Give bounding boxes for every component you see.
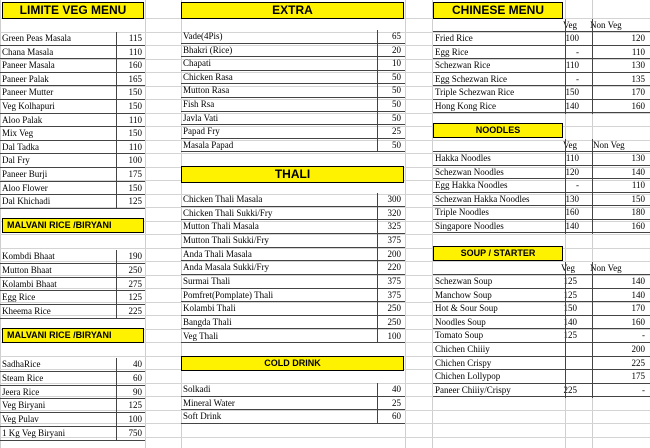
menu-item-row [181, 57, 405, 71]
menu-item-row [0, 154, 145, 168]
menu-item-row [433, 59, 650, 73]
menu-item-row [433, 86, 650, 100]
item-nonveg-price: 225 [631, 357, 645, 368]
menu-item-row [433, 316, 650, 330]
item-price: 50 [392, 99, 401, 109]
item-price: 160 [128, 60, 142, 71]
item-name: Anda Thali Masala [183, 248, 252, 259]
menu-item-row [0, 427, 145, 441]
item-name: Dal Fry [2, 155, 30, 166]
item-name: Egg Rice [2, 292, 36, 303]
menu-item-row [0, 399, 145, 413]
menu-item-row [181, 289, 405, 303]
menu-item-row [181, 275, 405, 289]
item-name: Kheema Rice [2, 306, 51, 317]
item-name: Hot & Sour Soup [435, 303, 498, 314]
menu-item-row [433, 329, 650, 343]
item-name: Mutton Thali Masala [183, 221, 259, 232]
menu-item-row [181, 30, 405, 44]
item-name: Chichen Chiiiy [435, 344, 490, 354]
item-price: 150 [128, 101, 142, 111]
item-nonveg-price: 130 [631, 60, 645, 70]
menu-item-row [0, 59, 145, 73]
menu-item-row [433, 46, 650, 60]
menu-item-row [433, 343, 650, 357]
item-name: Dal Khichadi [2, 196, 51, 207]
item-name: Mutton Thali Sukki/Fry [183, 234, 269, 245]
item-nonveg-price: 170 [631, 87, 645, 97]
menu-item-row [0, 372, 145, 386]
item-nonveg-price: 140 [631, 276, 645, 286]
item-name: Fish Rsa [183, 99, 215, 109]
item-price: 220 [387, 262, 401, 273]
column-divider [116, 358, 117, 441]
item-veg-price: 150 [563, 303, 577, 314]
item-veg-price: 225 [563, 384, 577, 395]
menu-item-row [433, 32, 650, 46]
item-nonveg-price: 110 [631, 180, 645, 190]
menu-item-row [433, 302, 650, 316]
menu-item-row [433, 357, 650, 371]
item-name: Surmai Thali [183, 275, 231, 286]
item-name: Chapati [183, 58, 211, 69]
item-veg-price: 160 [565, 207, 579, 217]
item-price: 100 [128, 414, 142, 425]
chinese-header: CHINESE MENU [433, 2, 563, 19]
menu-item-row [0, 86, 145, 100]
item-veg-price: 140 [565, 220, 579, 231]
malvani-1-header: MALVANI RICE /BIRYANI [2, 218, 144, 233]
item-veg-price: 125 [563, 330, 577, 341]
item-name: Mix Veg [2, 128, 34, 139]
item-price: 100 [128, 155, 142, 166]
column-divider [592, 19, 593, 114]
item-nonveg-price: 150 [631, 193, 645, 204]
item-price: 300 [387, 194, 401, 204]
menu-item-row [181, 248, 405, 262]
item-price: 125 [128, 400, 142, 411]
column-divider [592, 139, 593, 234]
item-price: 275 [128, 278, 142, 289]
column-divider [377, 383, 378, 424]
item-price: 110 [128, 46, 142, 57]
item-name: Aloo Palak [2, 114, 43, 125]
item-nonveg-price: 140 [631, 166, 645, 177]
item-nonveg-price: 160 [631, 220, 645, 231]
column-header-row [433, 19, 650, 32]
menu-item-row [0, 73, 145, 87]
menu-item-row [433, 289, 650, 303]
item-name: Veg Thali [183, 330, 219, 341]
menu-item-row [433, 206, 650, 220]
item-nonveg-price: 160 [631, 316, 645, 327]
item-price: 110 [128, 141, 142, 152]
menu-item-row [433, 220, 650, 234]
item-name: Paneer Mutter [2, 87, 54, 98]
menu-item-row [181, 193, 405, 207]
menu-item-row [181, 98, 405, 112]
item-price: 65 [392, 31, 401, 41]
item-price: 150 [128, 87, 142, 98]
item-name: Schezwan Hakka Noodles [435, 193, 530, 204]
item-name: Hong Kong Rice [435, 100, 496, 111]
item-price: 50 [392, 85, 401, 96]
item-nonveg-price: 160 [631, 100, 645, 111]
item-name: Steam Rice [2, 372, 44, 383]
menu-item-row [0, 264, 145, 278]
item-nonveg-price: 130 [631, 153, 645, 163]
cold-drink-header: COLD DRINK [181, 356, 404, 371]
menu-item-row [433, 179, 650, 193]
item-name: Kolambi Thali [183, 303, 236, 314]
item-name: Javla Vati [183, 112, 219, 123]
menu-item-row [181, 220, 405, 234]
item-nonveg-price: - [642, 384, 645, 395]
item-veg-price: 125 [563, 276, 577, 286]
item-nonveg-price: 200 [631, 344, 645, 354]
item-name: Triple Schezwan Rice [435, 87, 515, 97]
item-name: Chicken Thali Masala [183, 194, 263, 204]
menu-item-row [181, 316, 405, 330]
item-name: Triple Noodles [435, 207, 489, 217]
menu-item-row [181, 125, 405, 139]
menu-item-row [181, 261, 405, 275]
item-name: Vade(4Pis) [183, 31, 223, 41]
grid-column-line [145, 0, 146, 448]
item-name: Kombdi Bhaat [2, 251, 55, 261]
item-price: 10 [392, 58, 401, 69]
nonveg-column-label: Non Veg [590, 20, 622, 30]
item-name: Schezwan Soup [435, 276, 493, 286]
item-name: Tomato Soup [435, 330, 484, 341]
column-divider [565, 139, 566, 234]
menu-item-row [0, 358, 145, 372]
item-price: 50 [392, 112, 401, 123]
item-price: 375 [387, 275, 401, 286]
menu-item-row [433, 73, 650, 87]
menu-item-row [433, 275, 650, 289]
menu-item-row [0, 114, 145, 128]
item-name: Paneer Palak [2, 73, 49, 84]
menu-item-row [0, 141, 145, 155]
item-name: Chichen Lollypop [435, 371, 501, 382]
menu-item-row [181, 112, 405, 126]
item-name: Hakka Noodles [435, 153, 491, 163]
item-price: 60 [133, 372, 142, 383]
item-price: 90 [133, 386, 142, 397]
item-name: Schezwan Noodles [435, 166, 504, 177]
item-price: 150 [128, 128, 142, 139]
item-veg-price: - [576, 180, 579, 190]
item-price: 225 [128, 306, 142, 317]
item-nonveg-price: - [642, 330, 645, 341]
item-name: Chicken Thali Sukki/Fry [183, 207, 273, 218]
veg-column-label: Veg [563, 20, 577, 30]
item-veg-price: 140 [565, 100, 579, 111]
menu-item-row [0, 32, 145, 46]
item-price: 320 [387, 207, 401, 218]
item-name: Paneer Chiiiy/Crispy [435, 384, 511, 395]
menu-item-row [181, 397, 405, 411]
item-nonveg-price: 140 [631, 289, 645, 300]
item-name: Egg Rice [435, 46, 469, 57]
extra-header: EXTRA [181, 2, 404, 19]
item-price: 40 [392, 384, 401, 394]
item-name: Veg Biryani [2, 400, 46, 411]
item-name: SadhaRice [2, 359, 41, 369]
item-nonveg-price: 170 [631, 303, 645, 314]
item-nonveg-price: 135 [631, 73, 645, 84]
item-veg-price: 110 [565, 60, 579, 70]
limite-veg-header: LIMITE VEG MENU [2, 2, 144, 19]
item-name: Aloo Flower [2, 182, 48, 193]
item-veg-price: 150 [565, 87, 579, 97]
menu-item-row [181, 302, 405, 316]
noodles-header: NOODLES [433, 123, 563, 138]
item-name: Egg Hakka Noodles [435, 180, 508, 190]
item-name: Singapore Noodles [435, 220, 504, 231]
item-price: 125 [128, 292, 142, 303]
item-name: Chicken Rasa [183, 71, 233, 82]
menu-item-row [0, 413, 145, 427]
menu-item-row [0, 46, 145, 60]
item-name: Paneer Burji [2, 169, 48, 179]
item-price: 50 [392, 71, 401, 82]
menu-item-row [0, 250, 145, 264]
soup-header: SOUP / STARTER [433, 246, 563, 261]
menu-item-row [0, 305, 145, 319]
item-name: Masala Papad [183, 139, 234, 150]
veg-column-label: Veg [561, 263, 575, 273]
menu-item-row [0, 168, 145, 182]
item-price: 165 [128, 73, 142, 84]
item-nonveg-price: 180 [631, 207, 645, 217]
menu-item-row [0, 100, 145, 114]
item-price: 250 [387, 316, 401, 327]
item-name: Kolambi Bhaat [2, 278, 57, 289]
item-name: Soft Drink [183, 411, 222, 422]
item-name: Dal Tadka [2, 141, 39, 152]
thali-header: THALI [181, 166, 404, 183]
item-name: Veg Pulav [2, 414, 39, 425]
menu-item-row [433, 152, 650, 166]
grid-column-line [405, 0, 406, 448]
nonveg-column-label: Non Veg [590, 263, 622, 273]
column-divider [565, 262, 566, 398]
item-name: Mutton Rasa [183, 85, 230, 96]
menu-item-row [181, 234, 405, 248]
column-divider [377, 30, 378, 152]
item-name: Manchow Soup [435, 289, 492, 300]
item-veg-price: - [576, 46, 579, 57]
menu-item-row [181, 410, 405, 424]
menu-item-row [433, 166, 650, 180]
menu-item-row [433, 100, 650, 114]
item-name: Pomfret(Pomplate) Thali [183, 289, 274, 300]
item-name: Anda Masala Sukki/Fry [183, 262, 269, 273]
item-name: Noodles Soup [435, 316, 486, 327]
item-price: 40 [133, 359, 142, 369]
item-name: Mutton Bhaat [2, 264, 52, 275]
item-veg-price: 140 [563, 316, 577, 327]
item-nonveg-price: 120 [631, 33, 645, 43]
nonveg-column-label: Non Veg [593, 140, 625, 150]
column-header-row [433, 262, 650, 275]
item-name: Bangda Thali [183, 316, 232, 327]
item-name: Jeera Rice [2, 386, 40, 397]
menu-item-row [181, 44, 405, 58]
item-veg-price: 110 [565, 153, 579, 163]
item-name: Chana Masala [2, 46, 54, 57]
item-price: 250 [387, 303, 401, 314]
item-nonveg-price: 110 [631, 46, 645, 57]
item-name: Solkadi [183, 384, 211, 394]
item-veg-price: 120 [565, 166, 579, 177]
menu-item-row [181, 84, 405, 98]
item-name: 1 Kg Veg Biryani [2, 428, 66, 438]
item-price: 25 [392, 126, 401, 137]
menu-item-row [433, 384, 650, 398]
item-name: Papad Fry [183, 126, 220, 137]
item-price: 200 [387, 248, 401, 259]
item-price: 25 [392, 397, 401, 408]
item-price: 325 [387, 221, 401, 232]
column-divider [377, 193, 378, 343]
veg-column-label: Veg [563, 140, 577, 150]
item-name: Schezwan Rice [435, 60, 491, 70]
column-divider [592, 262, 593, 398]
item-price: 20 [392, 44, 401, 55]
item-price: 125 [128, 196, 142, 207]
item-name: Fried Rice [435, 33, 473, 43]
item-name: Egg Schezwan Rice [435, 73, 507, 84]
menu-item-row [0, 195, 145, 209]
item-name: Veg Kolhapuri [2, 101, 55, 111]
item-price: 250 [128, 264, 142, 275]
menu-item-row [0, 278, 145, 292]
item-price: 190 [128, 251, 142, 261]
menu-item-row [433, 193, 650, 207]
menu-item-row [181, 330, 405, 344]
item-name: Mineral Water [183, 397, 235, 408]
menu-item-row [0, 386, 145, 400]
item-price: 375 [387, 289, 401, 300]
item-price: 110 [128, 114, 142, 125]
item-price: 50 [392, 139, 401, 150]
item-veg-price: 125 [563, 289, 577, 300]
item-price: 115 [128, 33, 142, 43]
menu-item-row [181, 139, 405, 153]
malvani-2-header: MALVANI RICE /BIRYANI [2, 328, 144, 343]
item-price: 100 [387, 330, 401, 341]
item-name: Green Peas Masala [2, 33, 71, 43]
column-divider [116, 250, 117, 319]
menu-item-row [181, 207, 405, 221]
menu-item-row [181, 383, 405, 397]
column-divider [116, 32, 117, 209]
item-price: 750 [128, 428, 142, 438]
menu-item-row [433, 370, 650, 384]
item-veg-price: 100 [565, 33, 579, 43]
menu-item-row [0, 291, 145, 305]
item-name: Bhakri (Rice) [183, 44, 233, 55]
menu-item-row [0, 182, 145, 196]
item-price: 375 [387, 234, 401, 245]
item-nonveg-price: 175 [631, 371, 645, 382]
item-veg-price: 130 [565, 193, 579, 204]
item-price: 60 [392, 411, 401, 422]
item-price: 175 [128, 169, 142, 179]
menu-item-row [181, 71, 405, 85]
column-header-row [433, 139, 650, 152]
menu-item-row [0, 127, 145, 141]
column-divider [565, 19, 566, 114]
item-price: 150 [128, 182, 142, 193]
item-veg-price: - [576, 73, 579, 84]
item-name: Chichen Crispy [435, 357, 492, 368]
item-name: Paneer Masala [2, 60, 55, 71]
